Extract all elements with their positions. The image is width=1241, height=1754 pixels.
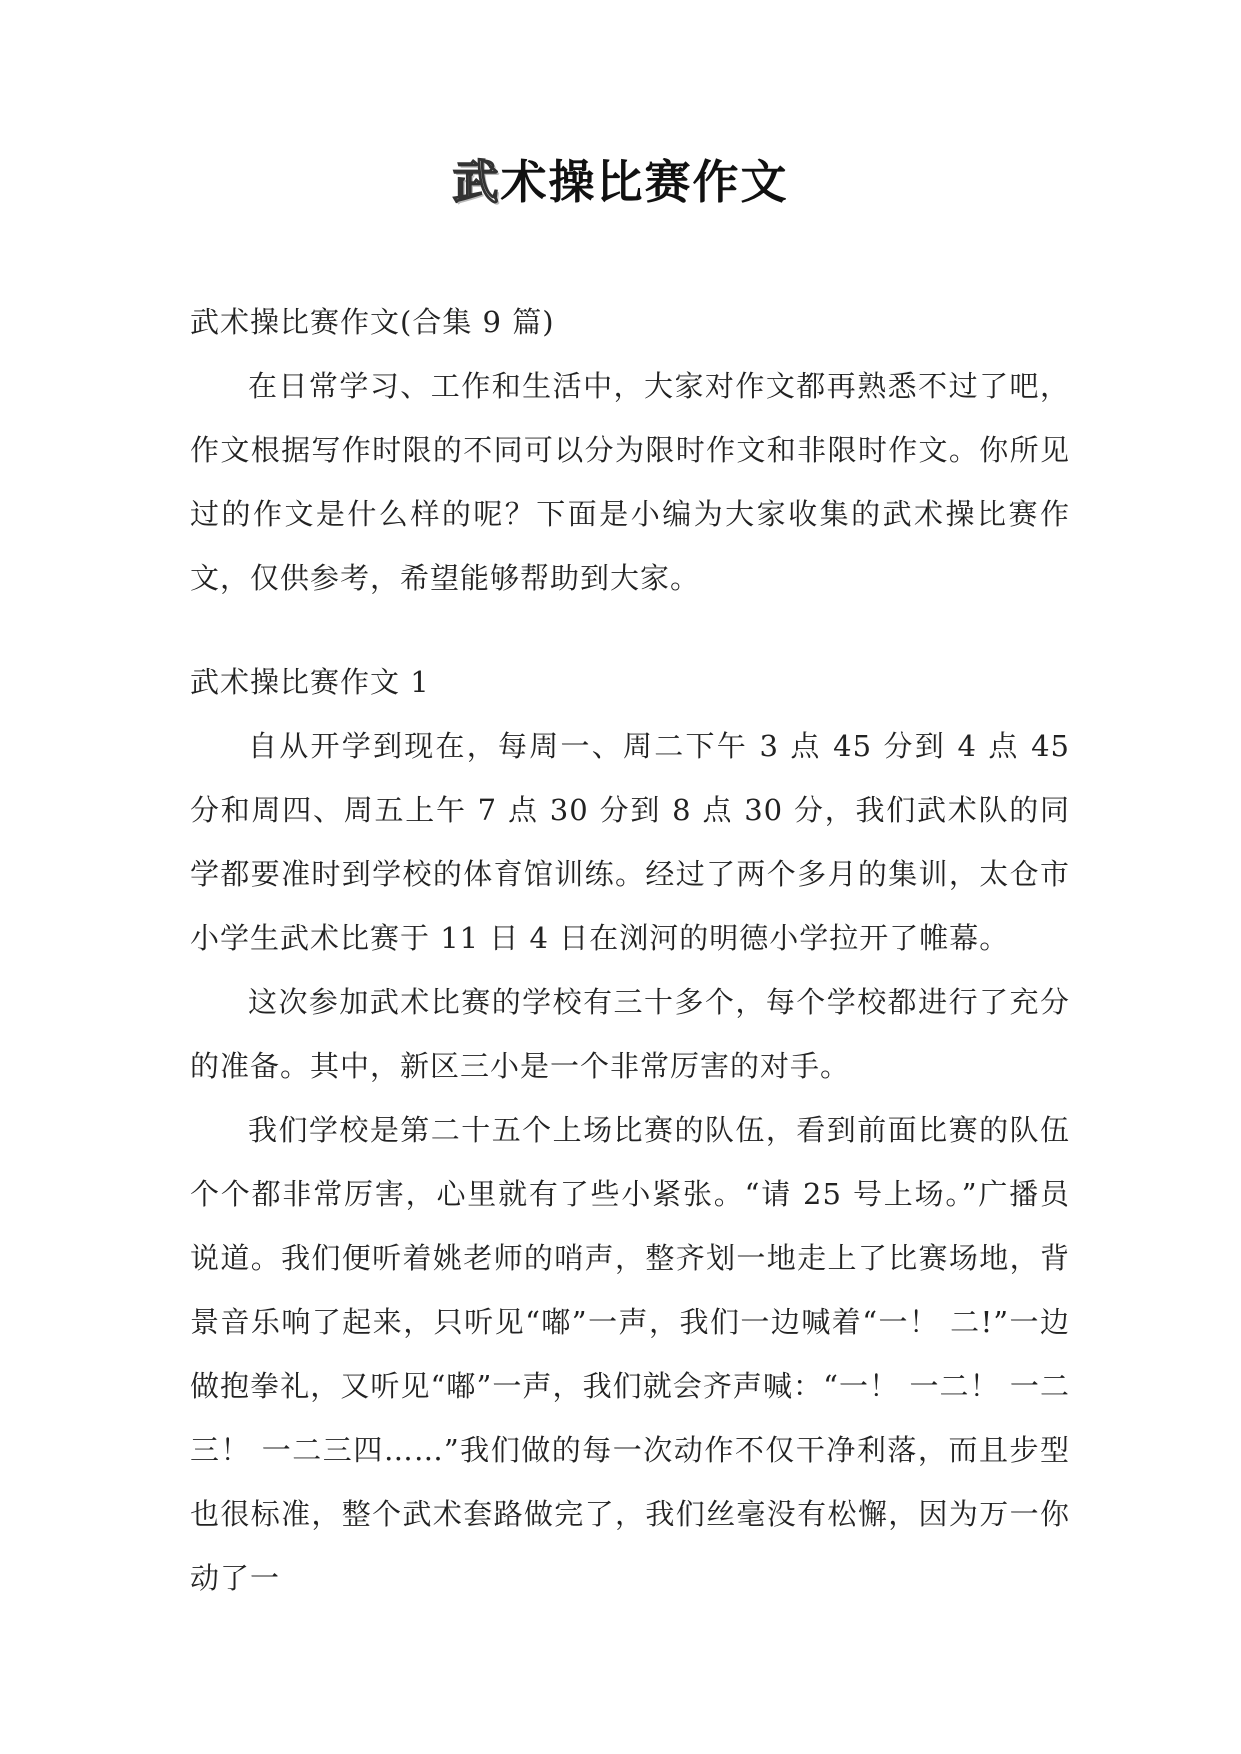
- body-paragraph: 这次参加武术比赛的学校有三十多个，每个学校都进行了充分的准备。其中，新区三小是一个非常厉害的对手。: [190, 985, 1070, 1083]
- section-heading: 武术操比赛作文 1: [190, 665, 430, 699]
- document-title: [0, 150, 1241, 214]
- title-text: 术操比赛作文: [500, 155, 789, 209]
- intro-paragraph: 在日常学习、工作和生活中，大家对作文都再熟悉不过了吧，作文根据写作时限的不同可以分为限时作文和非限时作文。你所见过的作文是什么样的呢？下面是小编为大家收集的武术操比赛作文，仅供参考，希望能够帮助到大家。: [190, 369, 1070, 595]
- section-spacer: [190, 610, 1070, 650]
- document-subtitle: 武术操比赛作文(合集 9 篇): [190, 305, 555, 339]
- title-first-character: 武: [452, 155, 501, 209]
- document-body: [190, 290, 1070, 1610]
- body-paragraph: 我们学校是第二十五个上场比赛的队伍，看到前面比赛的队伍个个都非常厉害，心里就有了些小紧张。“请 25 号上场。”广播员说道。我们便听着姚老师的哨声，整齐划一地走上了比赛场地，背景音乐响了起来，只听见“嘟”一声，我们一边喊着“一！ 二!”一边做抱拳礼，又听见“嘟”一声，我们就会齐声喊：“一！ 一二！ 一二三！ 一二三四……”我们做的每一次动作不仅干净利落，而且步型也很标准，整个武术套路做完了，我们丝毫没有松懈，因为万一你动了一: [190, 1113, 1070, 1595]
- body-paragraph: 自从开学到现在，每周一、周二下午 3 点 45 分到 4 点 45 分和周四、周五上午 7 点 30 分到 8 点 30 分，我们武术队的同学都要准时到学校的体育馆训练。经过了两个多月的集训，太仓市小学生武术比赛于 11 日 4 日在浏河的明德小学拉开了帷幕。: [190, 729, 1070, 955]
